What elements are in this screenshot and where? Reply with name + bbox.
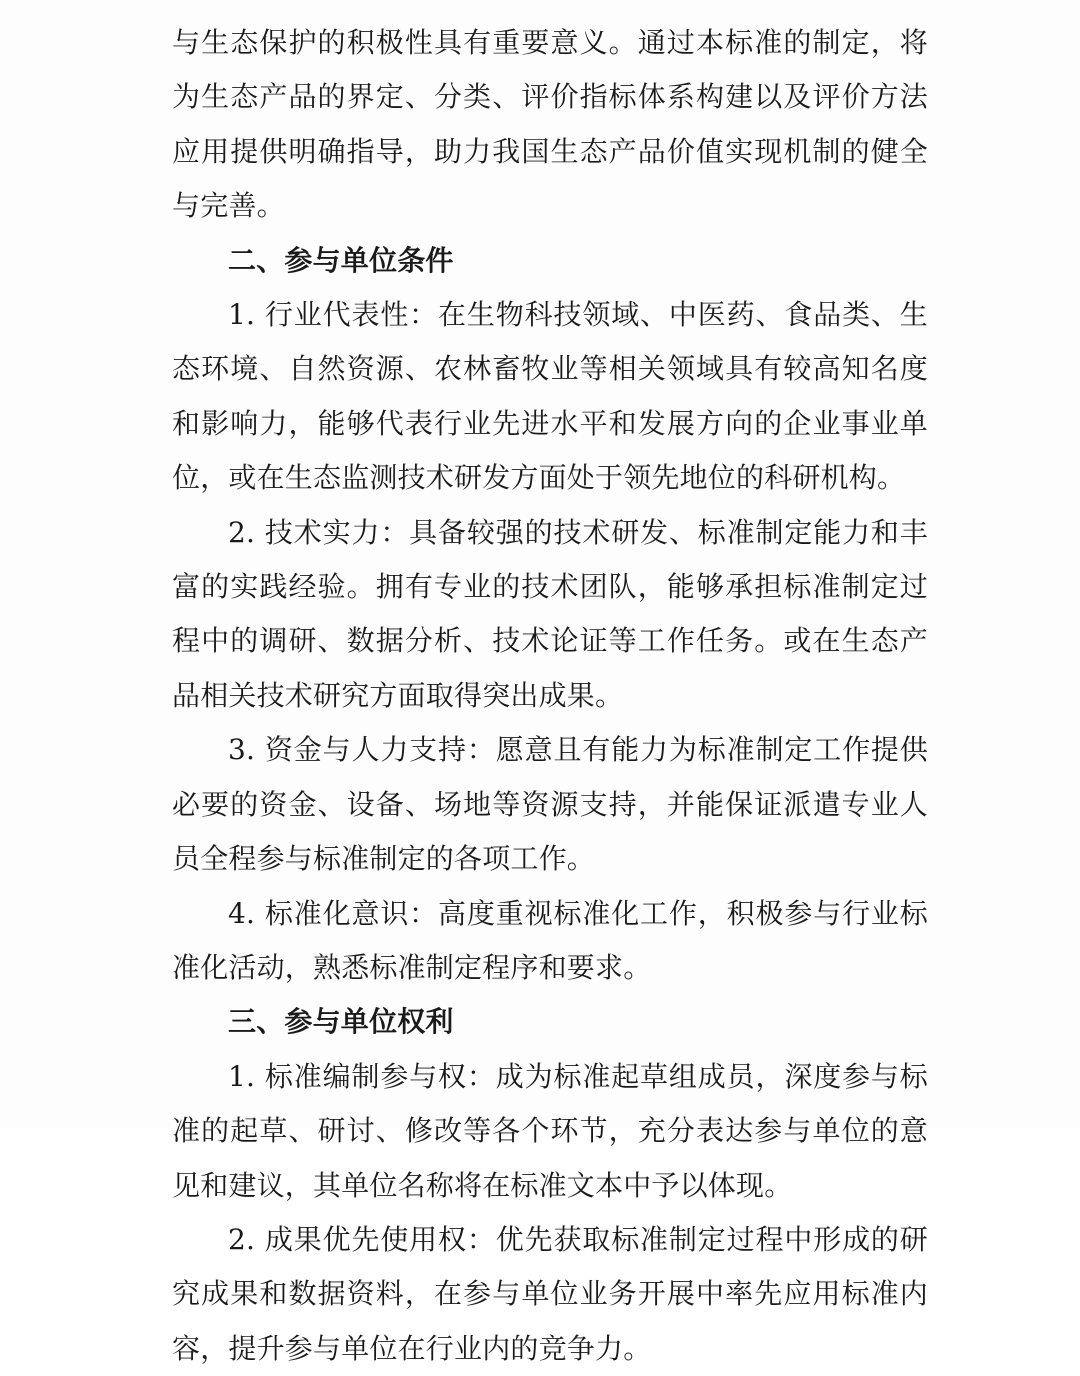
right-item-2: 2. 成果优先使用权：优先获取标准制定过程中形成的研究成果和数据资料，在参与单位业务开展中率先应用标准内容，提升参与单位在行业内的竞争力。: [172, 1222, 928, 1365]
section-heading-rights: 三、参与单位权利: [228, 1005, 454, 1039]
condition-item-1: 1. 行业代表性：在生物科技领域、中医药、食品类、生态环境、自然资源、农林畜牧业等相关领域具有较高知名度和影响力，能够代表行业先进水平和发展方向的企业事业单位，或在生态监测技术研发方面处于领先地位的科研机构。: [172, 298, 928, 495]
condition-item-4: 4. 标准化意识：高度重视标准化工作，积极参与行业标准化活动，熟悉标准制定程序和要求。: [172, 896, 928, 984]
right-item-1: 1. 标准编制参与权：成为标准起草组成员，深度参与标准的起草、研讨、修改等各个环节，充分表达参与单位的意见和建议，其单位名称将在标准文本中予以体现。: [172, 1059, 928, 1202]
condition-item-2: 2. 技术实力：具备较强的技术研发、标准制定能力和丰富的实践经验。拥有专业的技术团队，能够承担标准制定过程中的调研、数据分析、技术论证等工作任务。或在生态产品相关技术研究方面取得突出成果。: [172, 515, 928, 712]
condition-item-3: 3. 资金与人力支持：愿意且有能力为标准制定工作提供必要的资金、设备、场地等资源支持，并能保证派遣专业人员全程参与标准制定的各项工作。: [172, 733, 928, 876]
intro-paragraph: 与生态保护的积极性具有重要意义。通过本标准的制定，将为生态产品的界定、分类、评价指标体系构建以及评价方法应用提供明确指导，助力我国生态产品价值实现机制的健全与完善。: [172, 26, 928, 223]
section-heading-conditions: 二、参与单位条件: [228, 243, 454, 277]
document-body: [172, 16, 928, 1376]
